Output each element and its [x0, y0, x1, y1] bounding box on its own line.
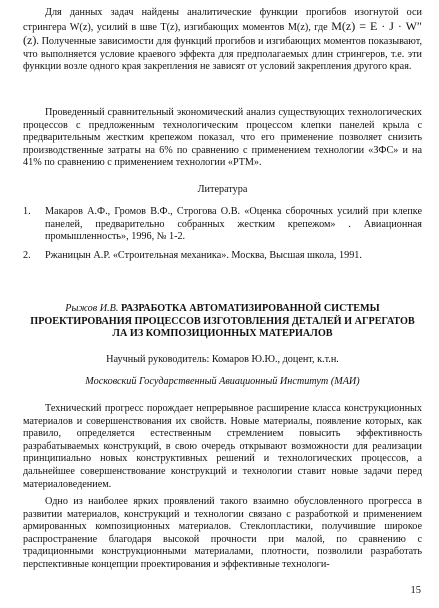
moment-formula: M(z) = E · J · W″(z) — [23, 18, 422, 48]
article-paragraph-1: Технический прогресс порождает непрерывное расширение класса конструкционных материалов и совершенствования их свойств. Новые материалы, появление которых, как правило, определяется естественным стремлением повысить эффективность разрабатываемых конструкций, в свою очередь открывают возможности для реализации принципиально новых конструктивных решений и технологических процессов, а дальнейшее совершенствование конструкций и технологии ставит новые задачи перед материаловедением. — [23, 403, 422, 490]
references-heading: Литература — [197, 184, 248, 195]
supervisor-line: Научный руководитель: Комаров Ю.Ю., доцент, к.т.н. — [106, 354, 339, 365]
article-author: Рыжов И.В. — [65, 303, 119, 314]
article-title: Рыжов И.В. РАЗРАБОТКА АВТОМАТИЗИРОВАННОЙ СИСТЕМЫ ПРОЕКТИРОВАНИЯ ПРОЦЕССОВ ИЗГОТОВЛЕНИЯ ДЕТАЛЕЙ И АГРЕГАТОВ ЛА ИЗ КОМПОЗИЦИОННЫХ МАТЕРИАЛОВ — [30, 303, 415, 340]
page-number: 15 — [410, 585, 421, 596]
reference-item: 2. Ржаницын А.Р. «Строительная механика». Москва, Высшая школа, 1991. — [23, 249, 362, 261]
reference-item: 1. Макаров А.Ф., Громов В.Ф., Строгова О.В. «Оценка сборочных усилий при клепке панелей, предварительно собранных жестким крепежом» . Авиационная промышленность», 1996, № 1-2. — [23, 206, 422, 243]
economic-analysis-paragraph: Проведенный сравнительный экономический анализ существующих технологических процессов с предложенным технологическим процессом клепки панелей крыла с предварительным жестким крепежом показал, что его применение позволяет снизить производственные затраты на 6% по сравнению с применением технологии «ЗФС» и на 41% по сравнению с применением технологии «РТМ». — [23, 107, 422, 169]
article-paragraph-2: Одно из наиболее ярких проявлений такого взаимно обусловленного прогресса в развитии материалов, конструкций и технологии связано с разработкой и применением армированных композиционных материалов. Стеклопластики, получившие широкое распространение благодаря высокой прочности при малой, по сравнению с традиционными конструкционными материалами, плотности, позволили разработать перспективные концепции проектирования и эффективные технологи- — [23, 496, 422, 570]
references-list — [23, 206, 422, 262]
intro-paragraph: Для данных задач найдены аналитические функции прогибов изогнутой оси стрингера W(z), усилий в шве T(z), изгибающих моментов M(z), где M(z) = E · J · W″(z). Полученные зависимости для функций прогибов и изгибающих моментов показывают, что выполняется условие краевого эффекта для предполагаемых длин стрингеров, т.е. эти функции возле одного края закрепления не зависят от условий закрепления другого края. — [23, 7, 422, 73]
institution-line: Московский Государственный Авиационный Институт (МАИ) — [85, 376, 360, 387]
